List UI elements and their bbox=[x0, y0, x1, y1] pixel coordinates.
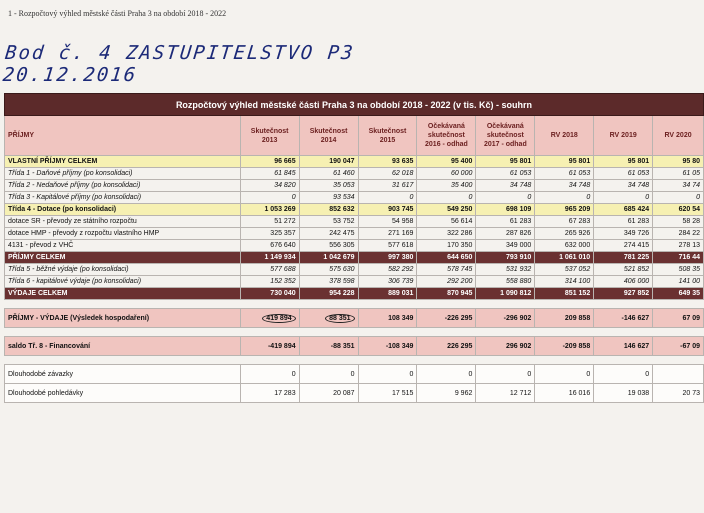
cell-value: 889 031 bbox=[358, 288, 417, 300]
cell-value: 537 052 bbox=[535, 264, 594, 276]
balance-row bbox=[5, 309, 704, 328]
cell-value: 287 826 bbox=[476, 228, 535, 240]
cell-value: 578 745 bbox=[417, 264, 476, 276]
cell-value: 0 bbox=[299, 365, 358, 384]
cell-value bbox=[299, 309, 358, 328]
cell-value: 67 283 bbox=[535, 216, 594, 228]
cell-value: 146 627 bbox=[594, 337, 653, 356]
cell-value: 521 852 bbox=[594, 264, 653, 276]
cell-value: 322 286 bbox=[417, 228, 476, 240]
cell-value: -419 894 bbox=[240, 337, 299, 356]
cell-value: 62 018 bbox=[358, 168, 417, 180]
cell-value: 190 047 bbox=[299, 156, 358, 168]
cell-value: 17 283 bbox=[240, 384, 299, 403]
cell-value: 93 534 bbox=[299, 192, 358, 204]
cell-value: 997 380 bbox=[358, 252, 417, 264]
spacer-row bbox=[5, 356, 704, 365]
financing-row bbox=[5, 337, 704, 356]
cell-value: 54 958 bbox=[358, 216, 417, 228]
table-row bbox=[5, 156, 704, 168]
cell-value: 793 910 bbox=[476, 252, 535, 264]
cell-value: 20 087 bbox=[299, 384, 358, 403]
spacer-row bbox=[5, 328, 704, 337]
cell-value: 95 801 bbox=[476, 156, 535, 168]
table-row bbox=[5, 288, 704, 300]
row-label: Dlouhodobé pohledávky bbox=[5, 384, 241, 403]
cell-value: -108 349 bbox=[358, 337, 417, 356]
cell-value: 0 bbox=[594, 192, 653, 204]
cell-value: 58 28 bbox=[653, 216, 704, 228]
row-label: Dlouhodobé závazky bbox=[5, 365, 241, 384]
cell-value: 325 357 bbox=[240, 228, 299, 240]
row-label: PŘÍJMY - VÝDAJE (Výsledek hospodaření) bbox=[5, 309, 241, 328]
row-label: VLASTNÍ PŘÍJMY CELKEM bbox=[5, 156, 241, 168]
row-label: VÝDAJE CELKEM bbox=[5, 288, 241, 300]
cell-value: -67 09 bbox=[653, 337, 704, 356]
cell-value: 152 352 bbox=[240, 276, 299, 288]
cell-value: 141 00 bbox=[653, 276, 704, 288]
cell-value: 903 745 bbox=[358, 204, 417, 216]
circled-value: 88 351 bbox=[325, 314, 354, 323]
long-term-row bbox=[5, 384, 704, 403]
cell-value: 0 bbox=[240, 365, 299, 384]
cell-value: 1 042 679 bbox=[299, 252, 358, 264]
cell-value: 378 598 bbox=[299, 276, 358, 288]
row-label: saldo Tř. 8 - Financování bbox=[5, 337, 241, 356]
table-row bbox=[5, 216, 704, 228]
cell-value: 93 635 bbox=[358, 156, 417, 168]
cell-value: 61 053 bbox=[476, 168, 535, 180]
row-label: 4131 - převod z VHČ bbox=[5, 240, 241, 252]
cell-value: -88 351 bbox=[299, 337, 358, 356]
column-header: Skutečnost 2015 bbox=[358, 116, 417, 156]
column-header: RV 2020 bbox=[653, 116, 704, 156]
budget-table bbox=[4, 93, 704, 403]
row-label: dotace HMP - převody z rozpočtu vlastního HMP bbox=[5, 228, 241, 240]
spacer-row bbox=[5, 300, 704, 309]
cell-value: 965 209 bbox=[535, 204, 594, 216]
cell-value: 265 926 bbox=[535, 228, 594, 240]
cell-value: -296 902 bbox=[476, 309, 535, 328]
table-row bbox=[5, 252, 704, 264]
cell-value: 649 35 bbox=[653, 288, 704, 300]
cell-value: 558 880 bbox=[476, 276, 535, 288]
cell-value: 61 05 bbox=[653, 168, 704, 180]
cell-value: 406 000 bbox=[594, 276, 653, 288]
cell-value: 60 000 bbox=[417, 168, 476, 180]
column-header: RV 2018 bbox=[535, 116, 594, 156]
column-header: Očekávaná skutečnost 2017 - odhad bbox=[476, 116, 535, 156]
table-row bbox=[5, 240, 704, 252]
cell-value: 0 bbox=[594, 365, 653, 384]
table-row bbox=[5, 276, 704, 288]
column-header: Skutečnost 2014 bbox=[299, 116, 358, 156]
cell-value: 51 272 bbox=[240, 216, 299, 228]
cell-value: 644 650 bbox=[417, 252, 476, 264]
cell-value: 676 640 bbox=[240, 240, 299, 252]
cell-value: 0 bbox=[476, 365, 535, 384]
cell-value: 306 739 bbox=[358, 276, 417, 288]
cell-value: 508 35 bbox=[653, 264, 704, 276]
cell-value: 852 632 bbox=[299, 204, 358, 216]
row-label: Třída 2 - Nedaňové příjmy (po konsolidaci) bbox=[5, 180, 241, 192]
cell-value: 274 415 bbox=[594, 240, 653, 252]
row-label: Třída 6 - kapitálové výdaje (po konsolidaci) bbox=[5, 276, 241, 288]
cell-value: 17 515 bbox=[358, 384, 417, 403]
cell-value: -146 627 bbox=[594, 309, 653, 328]
cell-value: 582 292 bbox=[358, 264, 417, 276]
cell-value: 349 000 bbox=[476, 240, 535, 252]
cell-value: 0 bbox=[535, 192, 594, 204]
cell-value: 242 475 bbox=[299, 228, 358, 240]
cell-value: 61 845 bbox=[240, 168, 299, 180]
row-label: Třída 1 - Daňové příjmy (po konsolidaci) bbox=[5, 168, 241, 180]
cell-value: 34 748 bbox=[476, 180, 535, 192]
column-header: PŘÍJMY bbox=[5, 116, 241, 156]
cell-value: 685 424 bbox=[594, 204, 653, 216]
cell-value: 19 038 bbox=[594, 384, 653, 403]
cell-value: 0 bbox=[417, 365, 476, 384]
cell-value: 34 748 bbox=[594, 180, 653, 192]
table-row bbox=[5, 204, 704, 216]
cell-value: 1 149 934 bbox=[240, 252, 299, 264]
cell-value: 851 152 bbox=[535, 288, 594, 300]
cell-value: 0 bbox=[535, 365, 594, 384]
row-label: Třída 5 - běžné výdaje (po konsolidaci) bbox=[5, 264, 241, 276]
cell-value: 170 350 bbox=[417, 240, 476, 252]
cell-value: 53 752 bbox=[299, 216, 358, 228]
column-header: Očekávaná skutečnost 2016 - odhad bbox=[417, 116, 476, 156]
table-row bbox=[5, 264, 704, 276]
cell-value: 698 109 bbox=[476, 204, 535, 216]
column-header: Skutečnost 2013 bbox=[240, 116, 299, 156]
row-label: dotace SR - převody ze státního rozpočtu bbox=[5, 216, 241, 228]
cell-value: 278 13 bbox=[653, 240, 704, 252]
cell-value: 927 852 bbox=[594, 288, 653, 300]
table-title: Rozpočtový výhled městské části Praha 3 na období 2018 - 2022 (v tis. Kč) - souhrn bbox=[5, 94, 704, 116]
cell-value: 1 061 010 bbox=[535, 252, 594, 264]
cell-value: 577 688 bbox=[240, 264, 299, 276]
cell-value: 781 225 bbox=[594, 252, 653, 264]
table-row bbox=[5, 192, 704, 204]
cell-value: 870 945 bbox=[417, 288, 476, 300]
cell-value: 0 bbox=[417, 192, 476, 204]
cell-value: 271 169 bbox=[358, 228, 417, 240]
cell-value: 20 73 bbox=[653, 384, 704, 403]
cell-value: 292 200 bbox=[417, 276, 476, 288]
table-row bbox=[5, 168, 704, 180]
cell-value: 95 80 bbox=[653, 156, 704, 168]
cell-value: 284 22 bbox=[653, 228, 704, 240]
table-title-row bbox=[5, 94, 704, 116]
cell-value bbox=[653, 365, 704, 384]
row-label: PŘÍJMY CELKEM bbox=[5, 252, 241, 264]
cell-value: 632 000 bbox=[535, 240, 594, 252]
cell-value: 34 748 bbox=[535, 180, 594, 192]
cell-value: 575 630 bbox=[299, 264, 358, 276]
cell-value: 61 283 bbox=[476, 216, 535, 228]
cell-value: -209 858 bbox=[535, 337, 594, 356]
cell-value: 954 228 bbox=[299, 288, 358, 300]
table-header-row bbox=[5, 116, 704, 156]
table-row bbox=[5, 180, 704, 192]
cell-value: 314 100 bbox=[535, 276, 594, 288]
cell-value: 556 305 bbox=[299, 240, 358, 252]
cell-value: 1 090 812 bbox=[476, 288, 535, 300]
circled-value: 419 894 bbox=[262, 314, 295, 323]
cell-value: 108 349 bbox=[358, 309, 417, 328]
cell-value: 61 053 bbox=[535, 168, 594, 180]
cell-value: 34 74 bbox=[653, 180, 704, 192]
row-label: Třída 3 - Kapitálové příjmy (po konsolidaci) bbox=[5, 192, 241, 204]
cell-value: 0 bbox=[476, 192, 535, 204]
cell-value: 0 bbox=[240, 192, 299, 204]
cell-value: 95 801 bbox=[594, 156, 653, 168]
row-label: Třída 4 - Dotace (po konsolidaci) bbox=[5, 204, 241, 216]
cell-value: 34 820 bbox=[240, 180, 299, 192]
cell-value: 0 bbox=[358, 192, 417, 204]
cell-value: 35 400 bbox=[417, 180, 476, 192]
cell-value: 730 040 bbox=[240, 288, 299, 300]
handwritten-note: Bod č. 4 ZASTUPITELSTVO P3 20.12.2016 bbox=[1, 42, 356, 86]
long-term-row bbox=[5, 365, 704, 384]
cell-value: 61 460 bbox=[299, 168, 358, 180]
cell-value: 35 053 bbox=[299, 180, 358, 192]
cell-value bbox=[240, 309, 299, 328]
cell-value: 95 400 bbox=[417, 156, 476, 168]
cell-value: 61 053 bbox=[594, 168, 653, 180]
column-header: RV 2019 bbox=[594, 116, 653, 156]
cell-value: 31 617 bbox=[358, 180, 417, 192]
cell-value: 226 295 bbox=[417, 337, 476, 356]
table-row bbox=[5, 228, 704, 240]
cell-value: 349 726 bbox=[594, 228, 653, 240]
document-header: 1 - Rozpočtový výhled městské části Praha 3 na období 2018 - 2022 bbox=[8, 9, 227, 18]
cell-value: 0 bbox=[653, 192, 704, 204]
budget-sheet bbox=[4, 93, 704, 513]
cell-value: 620 54 bbox=[653, 204, 704, 216]
cell-value: 56 614 bbox=[417, 216, 476, 228]
cell-value: 549 250 bbox=[417, 204, 476, 216]
cell-value: 67 09 bbox=[653, 309, 704, 328]
cell-value: 96 665 bbox=[240, 156, 299, 168]
cell-value: 296 902 bbox=[476, 337, 535, 356]
cell-value: 209 858 bbox=[535, 309, 594, 328]
cell-value: 0 bbox=[358, 365, 417, 384]
cell-value: 577 618 bbox=[358, 240, 417, 252]
cell-value: 716 44 bbox=[653, 252, 704, 264]
cell-value: 61 283 bbox=[594, 216, 653, 228]
cell-value: 12 712 bbox=[476, 384, 535, 403]
cell-value: -226 295 bbox=[417, 309, 476, 328]
cell-value: 16 016 bbox=[535, 384, 594, 403]
cell-value: 1 053 269 bbox=[240, 204, 299, 216]
cell-value: 95 801 bbox=[535, 156, 594, 168]
cell-value: 9 962 bbox=[417, 384, 476, 403]
cell-value: 531 932 bbox=[476, 264, 535, 276]
